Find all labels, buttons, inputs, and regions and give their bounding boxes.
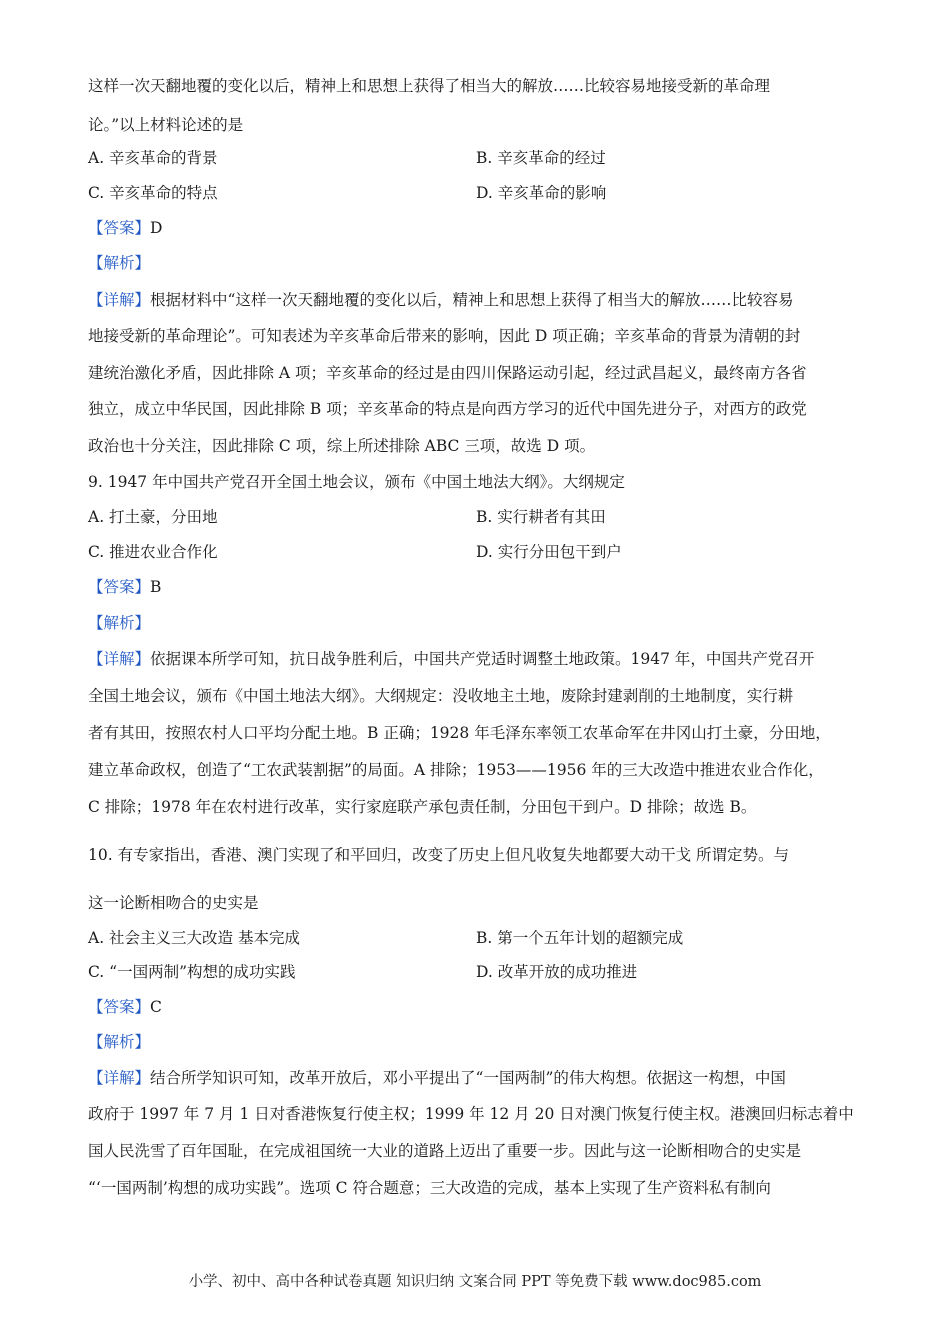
text-line [88, 472, 625, 492]
line-text: B [150, 578, 162, 596]
section-tag: 【详解】 [88, 1069, 151, 1087]
text-line [88, 399, 807, 419]
text-line [88, 363, 807, 383]
text-line [88, 686, 793, 706]
line-text: C. 辛亥革命的特点 [88, 184, 218, 202]
text-line [88, 893, 259, 913]
line-text: 根据材料中“这样一次天翻地覆的变化以后，精神上和思想上获得了相当大的解放……比较容易 [150, 291, 794, 309]
line-text: “‘一国两制’构想的成功实践”。选项 C 符合题意；三大改造的完成，基本上实现了生产资料私有制向 [88, 1179, 771, 1197]
text-line [88, 218, 162, 238]
line-text: 政治也十分关注，因此排除 C 项，综上所述排除 ABC 三项，故选 D 项。 [88, 437, 596, 455]
line-text: 独立，成立中华民国，因此排除 B 项；辛亥革命的特点是向西方学习的近代中国先进分子，对西方的政党 [88, 400, 807, 418]
text-line [88, 613, 150, 633]
text-line [88, 76, 770, 96]
line-text: A. 打土豪，分田地 [88, 508, 218, 526]
line-text: 政府于 1997 年 7 月 1 日对香港恢复行使主权；1999 年 12 月 20 日对澳门恢复行使主权。港澳回归标志着中 [88, 1105, 854, 1123]
line-text: 论。”以上材料论述的是 [88, 116, 244, 134]
text-line [88, 1141, 801, 1161]
section-tag: 【答案】 [88, 998, 151, 1016]
line-text: C. 推进农业合作化 [88, 543, 218, 561]
text-line [88, 326, 800, 346]
section-tag: 【答案】 [88, 578, 151, 596]
text-line [88, 577, 161, 597]
section-tag: 【解析】 [88, 1033, 151, 1051]
line-text: C. “一国两制”构想的成功实践 [88, 963, 296, 981]
section-tag: 【详解】 [88, 291, 151, 309]
line-text: 建统治激化矛盾，因此排除 A 项；辛亥革命的经过是由四川保路运动引起，经过武昌起义，最终南方各省 [88, 364, 807, 382]
option-right: D. 辛亥革命的影响 [476, 184, 607, 202]
text-line [88, 253, 150, 273]
option-right: B. 实行耕者有其田 [476, 508, 606, 526]
text-line [88, 928, 300, 948]
line-text: 建立革命政权，创造了“工农武装割据”的局面。A 排除；1953——1956 年的三大改造中推进农业合作化， [88, 761, 824, 779]
text-line [88, 997, 162, 1017]
text-line [88, 1178, 771, 1198]
text-line [88, 797, 756, 817]
text-line [88, 962, 296, 982]
line-text: 者有其田，按照农村人口平均分配土地。B 正确；1928 年毛泽东率领工农革命军在井冈山打土豪，分田地， [88, 724, 831, 742]
text-line [88, 507, 218, 527]
text-line [88, 760, 824, 780]
text-line [88, 148, 218, 168]
line-text: 全国土地会议，颁布《中国土地法大纲》。大纲规定：没收地主土地，废除封建剥削的土地制度，实行耕 [88, 687, 794, 705]
line-text: 这一论断相吻合的史实是 [88, 894, 259, 912]
text-line [88, 436, 595, 456]
option-right: D. 改革开放的成功推进 [476, 963, 638, 981]
line-text: 9. 1947 年中国共产党召开全国土地会议，颁布《中国土地法大纲》。大纲规定 [88, 473, 625, 491]
line-text: C [150, 998, 162, 1016]
page-footer: 小学、初中、高中各种试卷真题 知识归纳 文案合同 PPT 等免费下载 www.doc985.com [188, 1274, 762, 1290]
text-line [88, 542, 218, 562]
option-right: B. 辛亥革命的经过 [476, 149, 606, 167]
line-text: A. 辛亥革命的背景 [88, 149, 218, 167]
text-line [88, 723, 831, 743]
line-text: C 排除；1978 年在农村进行改革，实行家庭联产承包责任制，分田包干到户。D 排除；故选 B。 [88, 798, 757, 816]
text-line [88, 183, 218, 203]
line-text: 这样一次天翻地覆的变化以后，精神上和思想上获得了相当大的解放……比较容易地接受新的革命理 [88, 77, 771, 95]
text-line [88, 1032, 150, 1052]
text-line [88, 649, 814, 669]
text-line [88, 1104, 854, 1124]
line-text: A. 社会主义三大改造 基本完成 [88, 929, 300, 947]
section-tag: 【答案】 [88, 219, 151, 237]
line-text: 结合所学知识可知，改革开放后，邓小平提出了“一国两制”的伟大构想。依据这一构想，中国 [150, 1069, 786, 1087]
line-text: 地接受新的革命理论”。可知表述为辛亥革命后带来的影响，因此 D 项正确；辛亥革命的背景为清朝的封 [88, 327, 801, 345]
text-line [88, 845, 789, 865]
line-text: 依据课本所学可知，抗日战争胜利后，中国共产党适时调整土地政策。1947 年，中国共产党召开 [150, 650, 815, 668]
text-line [88, 115, 243, 135]
line-text: D [150, 219, 163, 237]
line-text: 10. 有专家指出，香港、澳门实现了和平回归，改变了历史上但凡收复失地都要大动干戈 所谓定势。与 [88, 846, 790, 864]
line-text: 国人民洗雪了百年国耻，在完成祖国统一大业的道路上迈出了重要一步。因此与这一论断相吻合的史实是 [88, 1142, 802, 1160]
text-line [88, 290, 793, 310]
section-tag: 【详解】 [88, 650, 151, 668]
option-right: D. 实行分田包干到户 [476, 543, 622, 561]
option-right: B. 第一个五年计划的超额完成 [476, 929, 684, 947]
section-tag: 【解析】 [88, 254, 151, 272]
section-tag: 【解析】 [88, 614, 151, 632]
text-line [88, 1068, 786, 1088]
